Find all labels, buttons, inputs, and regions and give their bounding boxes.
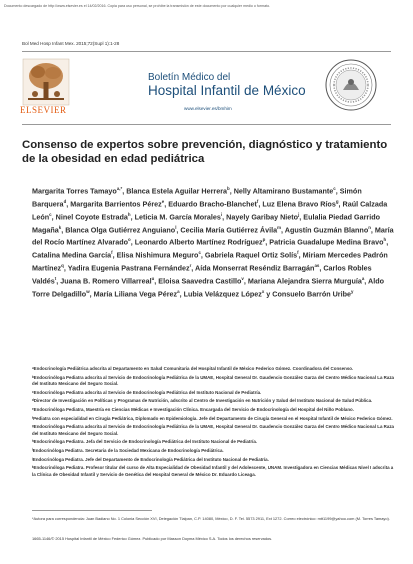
author-separator: , [265,237,270,247]
author-name: Eulalia Piedad Garrido Magaña [32,212,380,234]
author-name: Aída Monserrat Reséndiz Barragán [195,263,315,273]
affiliation-item: ᵏEndocrinóloga Pediatra. Profesor titular del curso de Alta Especialidad de Obesidad Infantil y del Adolescente, UNAM. Investigadora en Ciencias Médicas Nivel I adscrita a la Clínica de Obesidad Infantil y Servicio de Genética del Hospital General de México Dr. Eduardo Liceaga. [32,465,394,477]
header-top-rule [22,51,391,52]
author-name: Yadira Eugenia Pastrana Fernández [67,263,190,273]
author-separator: , [61,224,66,234]
author-name: Carlos Robles Valdés [32,263,372,286]
affiliation-item: ᵉEndocrinóloga Pediatra, Maestría en Ciencias Médicas e Investigación Clínica. Encargada del Servicio de Endocrinología del Hospital del Niño Poblano. [32,407,354,413]
affiliation-item: ʰEndocrinóloga Pediatra. Jefa del Servicio de Endocrinología Pediátrica del Instituto Nacional de Pediatría. [32,439,258,445]
author-affiliation-mark: h [383,237,387,243]
author-separator: , [319,263,324,273]
author-separator: , [63,263,68,273]
author-affiliation-mark: q [61,263,64,269]
journal-title-line-2: Hospital Infantil de México [148,83,306,98]
author-affiliation-mark: f [297,250,299,256]
author-name: Nelly Altamirano Bustamante [233,186,334,196]
author-name: Mariana Alejandra Sierra Murguía [247,276,362,286]
author-separator: y [264,289,273,299]
author-separator: , [338,199,343,209]
author-separator: , [386,237,389,247]
author-affiliation-mark: d [63,198,67,204]
footnote-rule [32,510,152,511]
author-affiliation-mark: h [127,211,131,217]
author-affiliation-mark: as [314,263,320,269]
author-separator: , [122,186,127,196]
author-separator: , [335,186,340,196]
affiliation-item: ᶠPediatra con especialidad en Cirugía Pediátrica, Diplomado en Epidemiología. Jefe del Departamento de Cirugía General en el Hospital Infantil de México Federico Gómez. [32,415,393,421]
author-separator: , [51,212,56,222]
author-affiliation-mark: c [49,211,52,217]
author-name: Simón Barquera [32,186,362,209]
author-separator: , [130,212,135,222]
copyright-notice: 1665-1146/© 2015 Hospital Infantil de México Federico Gómez. Publicado por Masson Doyma México S.A. Todos los derechos reservados. [32,536,273,541]
author-affiliation-mark: a [361,275,365,281]
affiliation-item: ᶜEndocrinóloga Pediatra adscrita al Servicio de Endocrinología Pediátrica del Instituto Nacional de Pediatría. [32,389,262,395]
author-name: Margarita Barrientos Pérez [70,199,162,209]
affiliation-item: ᵇEndocrinóloga Pediatra adscrita al Servicio de Endocrinología Pediátrica de la UMAE, Hospital General Dr. Gaudencio González Garza del Centro Médico Nacional La Raza del Instituto Mexicano del Seguro Social. [32,374,395,386]
author-name: Elisa Nishimura Meguro [116,250,199,260]
author-separator: , [258,199,263,209]
author-affiliation-mark: r [189,263,192,269]
author-name: Aldo Torre Delgadillo [32,276,384,299]
author-separator: , [89,289,94,299]
author-name: Cecilia María Gutiérrez Ávila [180,224,278,234]
author-name: Miriam Mercedes Padrón Martínez [32,250,388,273]
author-affiliation-mark: p [262,237,266,243]
author-name: Nayely Garibay Nieto [226,212,299,222]
author-separator: , [154,276,159,286]
author-name: Lubia Velázquez López [183,289,262,299]
author-name: Raúl Calzada León [32,199,388,222]
publisher-wordmark: ELSEVIER [20,105,67,115]
author-separator: , [176,224,181,234]
author-affiliation-mark: l [175,224,177,230]
author-name: Ninel Coyote Estrada [55,212,128,222]
author-affiliation-mark: j [298,211,300,217]
author-separator: , [364,276,369,286]
author-affiliation-mark: t [54,275,57,281]
author-separator: , [222,212,227,222]
author-separator: , [299,212,304,222]
author-name: Blanca Estela Aguilar Herrera [126,186,228,196]
author-separator: , [370,224,375,234]
header-bottom-rule [22,124,391,125]
author-affiliation-mark: c [333,186,336,191]
author-separator: , [66,199,71,209]
author-separator: , [200,250,205,260]
journal-title-line-1: Boletín Médico del [148,72,231,83]
author-separator: , [298,250,303,260]
hospital-seal-icon [324,58,378,112]
author-name: Eduardo Bracho-Blanchet [168,199,257,209]
author-affiliation-mark: b [227,186,230,191]
affiliation-list [32,366,394,480]
author-name: Margarita Torres Tamayo [32,186,117,196]
elsevier-tree-logo-icon [22,58,70,106]
author-name: Juana B. Romero Villarreal [60,276,152,286]
author-name: Blanca Olga Gutiérrez Anguiano [65,224,176,234]
affiliation-item: ᵃEndocrinología Pediátrica adscrita al Departamento en Salud Comunitaria del Hospital Infantil de México Federico Gómez. Coordinadora del Consenso. [32,366,354,371]
author-separator: , [229,186,234,196]
author-name: Agustín Guzmán Blanno [284,224,369,234]
author-name: Catalina Medina García [32,250,112,260]
author-separator: , [164,199,169,209]
author-separator: , [243,276,248,286]
affiliation-item: ʲEndocrinóloga Pediatra. Jefe del Departamento de Endocrinología Pediátrica del Instituto Nacional de Pediatría. [32,456,269,462]
author-separator: , [179,289,184,299]
author-name: Consuelo Barrón Uribe [272,289,351,299]
author-affiliation-mark: i [220,211,223,217]
author-affiliation-mark: w [86,288,90,294]
author-affiliation-mark: x [261,288,265,294]
author-name: María del Rocío Martínez Alvarado [32,224,394,247]
author-separator: , [112,250,117,260]
author-separator: , [130,237,135,247]
journal-header [22,58,391,122]
author-name: Gabriela Raquel Ortiz Solís [204,250,298,260]
author-affiliation-mark: k [58,224,62,230]
author-affiliation-mark: y [350,288,354,294]
affiliation-item: ᵈDirector de Investigación en Políticas y Programas de Nutrición, adscrito al Centro de Investigación en Nutrición y Salud del Instituto Nacional de Salud Pública. [32,398,373,404]
affiliation-item: ⁱEndocrinóloga Pediatra. Secretaria de la Sociedad Mexicana de Endocrinología Pediátrica. [32,448,224,454]
author-separator: , [191,263,196,273]
author-list [32,184,394,300]
author-affiliation-mark: g [335,198,339,204]
author-affiliation-mark: e [161,198,165,204]
author-affiliation-mark: o [128,237,131,243]
author-separator: , [56,276,61,286]
author-name: Leticia M. García Morales [134,212,221,222]
author-affiliation-mark: f [256,198,259,204]
author-affiliation-mark: a [177,288,180,294]
author-affiliation-mark: a,* [116,186,123,191]
author-affiliation-mark: c [198,250,201,256]
affiliation-item: ᵍEndocrinóloga Pediatra adscrita al Servicio de Endocrinología Pediátrica de la UMAE, Hospital General Dr. Gaudencio González Garza del Centro Médico Nacional La Raza del Instituto Mexicano del Seguro Social. [32,424,395,436]
journal-url: www.elsevier.es/bmhim [184,106,232,111]
journal-citation: Bol Med Hosp Infant Mex. 2015;72(Supl 1):1-28 [22,41,120,46]
author-name: Patricia Guadalupe Medina Bravo [269,237,384,247]
author-separator: , [281,224,285,234]
author-affiliation-mark: v [241,275,244,281]
author-name: María Liliana Vega Pérez [93,289,178,299]
author-name: Eloisa Saavedra Castillo [158,276,242,286]
author-affiliation-mark: f [111,250,113,256]
article-title: Consenso de expertos sobre prevención, diagnóstico y tratamiento de la obesidad en edad pediátrica [22,139,388,165]
author-affiliation-mark: u [151,275,155,281]
author-affiliation-mark: m [277,224,282,230]
author-name: Luz Elena Bravo Ríos [262,199,336,209]
author-affiliation-mark: n [368,224,371,230]
author-name: Leonardo Alberto Martínez Rodríguez [134,237,263,247]
download-notice: Documento descargado de http://www.elsevier.es el 14/02/2016. Copia para uso personal, se prohíbe la transmisión de este documento por cualquier medio o formato. [4,4,271,8]
correspondence-note: *Autora para correspondencia: Juan Badiano No. 1 Colonia Sección XVI, Delegación Tlalpan, C.P. 14080, México, D. F. Tel. 5573 2911, Ext 1272. Correo electrónico: mtt1199@yahoo.com (M. Torres Tamayo). [32,516,390,521]
